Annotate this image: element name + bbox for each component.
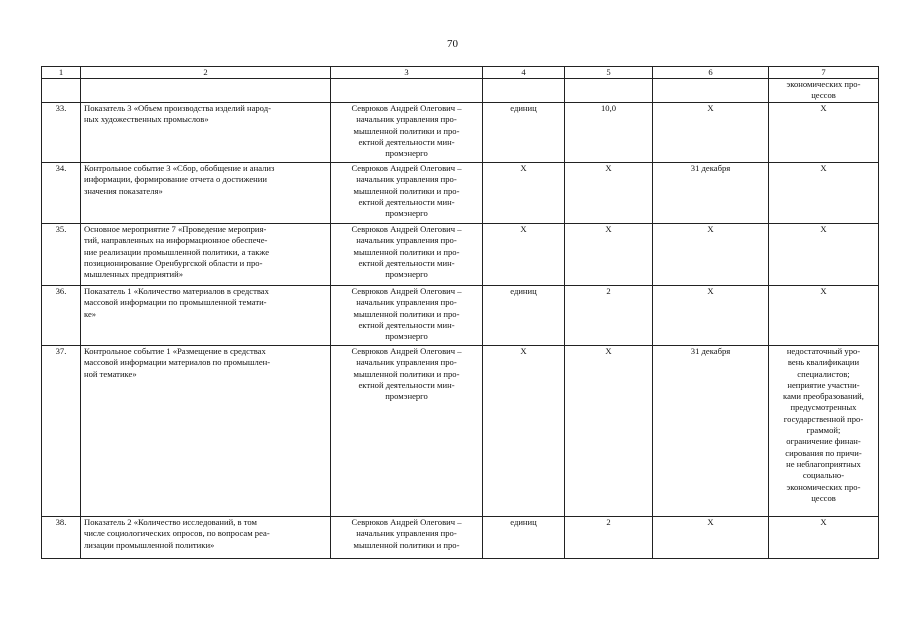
plan-table	[41, 66, 879, 559]
cell-line: X	[820, 103, 827, 113]
event-name	[81, 103, 331, 163]
risk-cell	[769, 163, 879, 224]
continued-row	[42, 79, 879, 103]
cell-line: государственной про-	[783, 413, 864, 424]
cell-line: ние реализации промышленной политики, а также	[84, 246, 270, 257]
cell-line: позиционирование Оренбургской области и про-	[84, 257, 263, 268]
cell-line: цессов	[811, 90, 836, 101]
value-cell: X	[565, 224, 653, 286]
unit-cell: X	[483, 224, 565, 286]
cell-line: X	[820, 224, 827, 234]
cell-line: массовой информации по промышленной темати-	[84, 297, 267, 308]
cell-line: мышленной политики и про-	[353, 368, 460, 379]
cell-line: мышленной политики и про-	[353, 308, 460, 319]
cell-line: ограничение финан-	[786, 436, 861, 447]
cell-line: X	[820, 286, 827, 296]
cell-line: ками преобразований,	[783, 391, 864, 402]
row-number: 37.	[42, 346, 81, 517]
cell-responsible	[331, 79, 483, 103]
row-number: 35.	[42, 224, 81, 286]
cell-line: Показатель 2 «Количество исследований, в том	[84, 517, 257, 527]
cell-line: Севрюков Андрей Олегович –	[351, 163, 462, 173]
column-number: 2	[81, 67, 331, 79]
value-cell: 10,0	[565, 103, 653, 163]
deadline-cell: X	[653, 286, 769, 346]
cell-line: ектной деятельности мин-	[358, 379, 455, 390]
event-name	[81, 224, 331, 286]
risk-cell	[769, 224, 879, 286]
cell-num	[42, 79, 81, 103]
cell-line: Севрюков Андрей Олегович –	[351, 286, 462, 296]
cell-col5	[565, 79, 653, 103]
cell-line: лизации промышленной политики»	[84, 539, 215, 550]
cell-line: начальник управления про-	[356, 174, 457, 185]
cell-line: Контрольное событие 3 «Сбор, обобщение и анализ	[84, 163, 275, 173]
responsible-person	[331, 103, 483, 163]
cell-line: X	[820, 517, 827, 527]
cell-line: ной тематике»	[84, 368, 137, 379]
cell-line: цессов	[811, 492, 836, 503]
deadline-cell: X	[653, 103, 769, 163]
cell-line: ектной деятельности мин-	[358, 196, 455, 207]
deadline-cell: X	[653, 224, 769, 286]
table-row	[42, 103, 879, 163]
cell-line: недостаточный уро-	[786, 346, 861, 356]
cell-line: мышленной политики и про-	[353, 539, 460, 550]
cell-line: ке»	[84, 308, 97, 319]
cell-line: ектной деятельности мин-	[358, 319, 455, 330]
table-row	[42, 346, 879, 517]
column-number: 6	[653, 67, 769, 79]
responsible-person	[331, 346, 483, 517]
table-row	[42, 224, 879, 286]
responsible-person	[331, 224, 483, 286]
cell-line: ектной деятельности мин-	[358, 136, 455, 147]
cell-line: промэнерго	[385, 391, 428, 402]
event-name	[81, 286, 331, 346]
cell-name	[81, 79, 331, 103]
cell-line: Основное мероприятие 7 «Проведение мероприя-	[84, 224, 267, 234]
cell-line: социально-	[802, 470, 845, 481]
cell-line: Севрюков Андрей Олегович –	[351, 224, 462, 234]
cell-line: мышленной политики и про-	[353, 125, 460, 136]
unit-cell: единиц	[483, 517, 565, 559]
cell-line: не неблагоприятных	[786, 458, 861, 469]
unit-cell: единиц	[483, 286, 565, 346]
table-row	[42, 517, 879, 559]
column-number: 1	[42, 67, 81, 79]
event-name	[81, 517, 331, 559]
value-cell: X	[565, 163, 653, 224]
cell-line: массовой информации материалов по промышлен-	[84, 357, 271, 368]
cell-line: мышленной политики и про-	[353, 246, 460, 257]
cell-line: сирования по причи-	[785, 447, 862, 458]
responsible-person	[331, 286, 483, 346]
responsible-person	[331, 163, 483, 224]
value-cell: 2	[565, 517, 653, 559]
cell-line: специалистов;	[797, 368, 850, 379]
table-row	[42, 286, 879, 346]
deadline-cell: X	[653, 517, 769, 559]
cell-line: промэнерго	[385, 331, 428, 342]
deadline-cell: 31 декабря	[653, 163, 769, 224]
cell-line: X	[820, 163, 827, 173]
risk-cell	[769, 103, 879, 163]
row-number: 33.	[42, 103, 81, 163]
page-number: 70	[447, 38, 458, 50]
cell-line: начальник управления про-	[356, 235, 457, 246]
risk-cell	[769, 286, 879, 346]
value-cell: X	[565, 346, 653, 517]
cell-line: экономических про-	[786, 79, 861, 89]
column-number-row	[42, 67, 879, 79]
cell-line: граммой;	[806, 425, 841, 436]
risk-cell	[769, 517, 879, 559]
cell-line: числе социологических опросов, по вопросам реа-	[84, 528, 270, 539]
column-number: 3	[331, 67, 483, 79]
cell-line: промэнерго	[385, 208, 428, 219]
row-number: 38.	[42, 517, 81, 559]
cell-line: информации, формирование отчета о достижении	[84, 174, 267, 185]
cell-col4	[483, 79, 565, 103]
cell-line: ных художественных промыслов»	[84, 114, 209, 125]
unit-cell: единиц	[483, 103, 565, 163]
cell-line: Севрюков Андрей Олегович –	[351, 103, 462, 113]
cell-line: неприятие участни-	[787, 379, 860, 390]
cell-col6	[653, 79, 769, 103]
cell-line: предусмотренных	[790, 402, 857, 413]
cell-col7	[769, 79, 879, 103]
cell-line: Показатель 3 «Объем производства изделий народ-	[84, 103, 271, 113]
cell-line: вень квалификации	[787, 357, 860, 368]
cell-line: Контрольное событие 1 «Размещение в средствах	[84, 346, 266, 356]
event-name	[81, 346, 331, 517]
deadline-cell: 31 декабря	[653, 346, 769, 517]
cell-line: значения показателя»	[84, 185, 163, 196]
cell-line: экономических про-	[786, 481, 861, 492]
row-number: 36.	[42, 286, 81, 346]
unit-cell: X	[483, 346, 565, 517]
cell-line: Показатель 1 «Количество материалов в средствах	[84, 286, 269, 296]
cell-line: Севрюков Андрей Олегович –	[351, 346, 462, 356]
responsible-person	[331, 517, 483, 559]
cell-line: начальник управления про-	[356, 297, 457, 308]
cell-line: промэнерго	[385, 148, 428, 159]
cell-line: начальник управления про-	[356, 114, 457, 125]
cell-line: начальник управления про-	[356, 357, 457, 368]
column-number: 7	[769, 67, 879, 79]
cell-line: ектной деятельности мин-	[358, 257, 455, 268]
row-number: 34.	[42, 163, 81, 224]
unit-cell: X	[483, 163, 565, 224]
event-name	[81, 163, 331, 224]
table-row	[42, 163, 879, 224]
risk-cell	[769, 346, 879, 517]
value-cell: 2	[565, 286, 653, 346]
cell-line: начальник управления про-	[356, 528, 457, 539]
cell-line: промэнерго	[385, 269, 428, 280]
cell-line: мышленных предприятий»	[84, 269, 184, 280]
column-number: 4	[483, 67, 565, 79]
column-number: 5	[565, 67, 653, 79]
cell-line: Севрюков Андрей Олегович –	[351, 517, 462, 527]
cell-line: тий, направленных на информационное обеспече-	[84, 235, 268, 246]
cell-line: мышленной политики и про-	[353, 185, 460, 196]
